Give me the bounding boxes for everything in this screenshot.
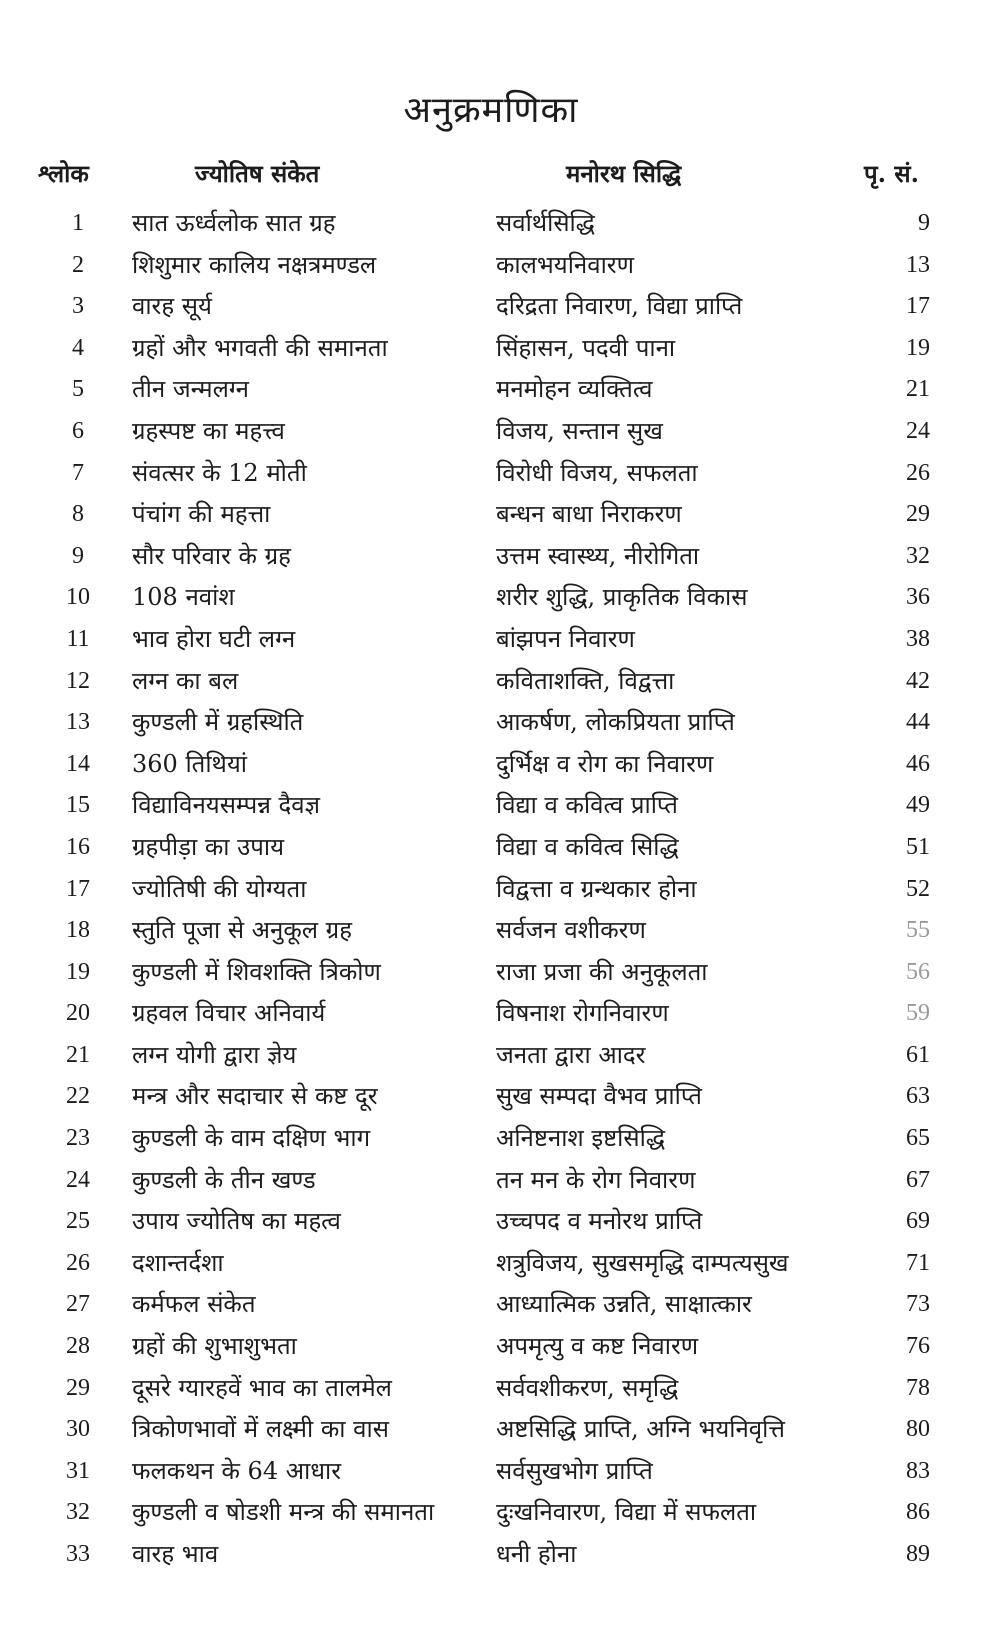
row-manorath-siddhi: आध्यात्मिक उन्नति, साक्षात्कार (496, 1290, 752, 1319)
row-jyotish-sanket: कुण्डली व षोडशी मन्त्र की समानता (132, 1498, 435, 1527)
row-page-number: 32 (906, 542, 930, 569)
row-manorath-siddhi: कालभयनिवारण (496, 250, 634, 279)
row-manorath-siddhi: बांझपन निवारण (496, 624, 635, 653)
row-page-number: 69 (906, 1208, 930, 1235)
row-jyotish-sanket: ज्योतिषी की योग्यता (132, 874, 307, 903)
row-number: 14 (66, 750, 90, 777)
row-number: 33 (66, 1541, 90, 1567)
row-page-number: 44 (906, 709, 930, 736)
row-page-number: 83 (906, 1457, 930, 1484)
row-manorath-siddhi: विद्वत्ता व ग्रन्थकार होना (496, 874, 697, 903)
row-page-number: 65 (906, 1125, 930, 1152)
table-row (0, 869, 982, 911)
row-manorath-siddhi: अनिष्टनाश इष्टसिद्धि (496, 1124, 666, 1153)
table-row (0, 785, 982, 827)
table-row (0, 1118, 982, 1160)
table-row (0, 993, 982, 1035)
row-page-number: 26 (906, 459, 930, 486)
row-jyotish-sanket: कुण्डली में शिवशक्ति त्रिकोण (132, 957, 381, 986)
row-manorath-siddhi: सिंहासन, पदवी पाना (496, 333, 676, 362)
table-row (0, 203, 982, 245)
row-manorath-siddhi: बन्धन बाधा निराकरण (496, 500, 682, 529)
row-manorath-siddhi: विद्या व कवित्व प्राप्ति (496, 791, 678, 820)
row-page-number: 63 (906, 1083, 930, 1110)
table-row (0, 369, 982, 411)
row-page-number: 46 (906, 750, 930, 777)
row-manorath-siddhi: अपमृत्यु व कष्ट निवारण (496, 1332, 699, 1361)
row-page-number: 24 (906, 417, 930, 444)
row-jyotish-sanket: त्रिकोणभावों में लक्ष्मी का वास (132, 1415, 389, 1444)
row-page-number: 21 (906, 376, 930, 403)
row-page-number: 17 (906, 293, 930, 320)
row-manorath-siddhi: दुःखनिवारण, विद्या में सफलता (496, 1498, 757, 1527)
row-page-number: 80 (906, 1416, 930, 1443)
row-number: 16 (66, 833, 90, 860)
table-row (0, 1409, 982, 1451)
row-jyotish-sanket: संवत्सर के 12 मोती (132, 458, 307, 487)
row-page-number: 49 (906, 792, 930, 819)
row-number: 9 (72, 542, 84, 569)
column-header-jyotish: ज्योतिष संकेत (195, 159, 320, 188)
row-jyotish-sanket: दशान्तर्दशा (132, 1248, 224, 1277)
row-jyotish-sanket: ग्रहवल विचार अनिवार्य (132, 999, 326, 1028)
row-number: 27 (66, 1291, 90, 1318)
row-number: 24 (66, 1166, 90, 1193)
row-manorath-siddhi: उच्चपद व मनोरथ प्राप्ति (496, 1207, 703, 1236)
table-row (0, 744, 982, 786)
row-number: 21 (66, 1041, 90, 1068)
row-jyotish-sanket: सात ऊर्ध्वलोक सात ग्रह (132, 209, 336, 237)
row-number: 11 (66, 625, 90, 652)
row-manorath-siddhi: आकर्षण, लोकप्रियता प्राप्ति (496, 708, 735, 737)
row-number: 8 (72, 501, 84, 528)
row-jyotish-sanket: मन्त्र और सदाचार से कष्ट दूर (132, 1082, 378, 1111)
row-page-number: 59 (906, 1000, 930, 1027)
row-jyotish-sanket: 360 तिथियां (132, 749, 248, 778)
row-manorath-siddhi: सर्वजन वशीकरण (496, 916, 646, 945)
row-jyotish-sanket: कर्मफल संकेत (132, 1290, 256, 1319)
row-page-number: 19 (906, 334, 930, 361)
table-row (0, 1201, 982, 1243)
row-page-number: 78 (906, 1374, 930, 1401)
table-header (0, 157, 982, 197)
row-jyotish-sanket: पंचांग की महत्ता (132, 500, 271, 529)
row-number: 13 (66, 709, 90, 736)
row-manorath-siddhi: तन मन के रोग निवारण (496, 1165, 696, 1194)
row-manorath-siddhi: विरोधी विजय, सफलता (496, 458, 698, 487)
row-jyotish-sanket: स्तुति पूजा से अनुकूल ग्रह (132, 916, 352, 945)
row-page-number: 9 (918, 210, 930, 236)
table-row (0, 619, 982, 661)
table-row (0, 453, 982, 495)
table-row (0, 494, 982, 536)
row-manorath-siddhi: सर्ववशीकरण, समृद्धि (496, 1373, 679, 1402)
row-jyotish-sanket: उपाय ज्योतिष का महत्व (132, 1207, 341, 1236)
table-row (0, 1326, 982, 1368)
row-page-number: 73 (906, 1291, 930, 1318)
row-number: 23 (66, 1125, 90, 1152)
row-manorath-siddhi: विजय, सन्तान सुख (496, 416, 663, 445)
row-number: 1 (72, 210, 84, 236)
row-jyotish-sanket: वारह भाव (132, 1540, 219, 1568)
row-page-number: 67 (906, 1166, 930, 1193)
row-number: 10 (66, 584, 90, 611)
row-manorath-siddhi: दुर्भिक्ष व रोग का निवारण (496, 749, 714, 778)
table-row (0, 827, 982, 869)
row-page-number: 13 (906, 251, 930, 278)
table-row (0, 1076, 982, 1118)
row-manorath-siddhi: कविताशक्ति, विद्वत्ता (496, 666, 675, 695)
row-manorath-siddhi: शत्रुविजय, सुखसमृद्धि दाम्पत्यसुख (496, 1248, 789, 1277)
row-number: 32 (66, 1499, 90, 1526)
row-manorath-siddhi: विद्या व कवित्व सिद्धि (496, 832, 679, 861)
row-number: 17 (66, 875, 90, 902)
row-number: 26 (66, 1249, 90, 1276)
row-jyotish-sanket: कुण्डली के तीन खण्ड (132, 1165, 316, 1194)
row-jyotish-sanket: ग्रहों और भगवती की समानता (132, 333, 388, 362)
row-manorath-siddhi: उत्तम स्वास्थ्य, नीरोगिता (496, 541, 700, 570)
row-jyotish-sanket: दूसरे ग्यारहवें भाव का तालमेल (132, 1373, 392, 1402)
row-number: 19 (66, 958, 90, 985)
row-number: 15 (66, 792, 90, 819)
row-jyotish-sanket: ग्रहस्पष्ट का महत्त्व (132, 416, 285, 445)
row-jyotish-sanket: विद्याविनयसम्पन्न दैवज्ञ (132, 791, 320, 820)
row-number: 7 (72, 459, 84, 486)
row-manorath-siddhi: जनता द्वारा आदर (496, 1040, 646, 1069)
row-jyotish-sanket: तीन जन्मलग्न (132, 375, 249, 404)
row-jyotish-sanket: लग्न का बल (132, 666, 239, 695)
table-row (0, 702, 982, 744)
row-number: 25 (66, 1208, 90, 1235)
row-manorath-siddhi: राजा प्रजा की अनुकूलता (496, 957, 708, 986)
row-page-number: 56 (906, 958, 930, 985)
row-manorath-siddhi: सर्वार्थसिद्धि (496, 209, 595, 237)
row-manorath-siddhi: अष्टसिद्धि प्राप्ति, अग्नि भयनिवृत्ति (496, 1415, 785, 1444)
table-row (0, 1035, 982, 1077)
row-page-number: 55 (906, 917, 930, 944)
table-row (0, 1160, 982, 1202)
row-page-number: 51 (906, 833, 930, 860)
toc-rows (0, 203, 982, 1576)
row-page-number: 38 (906, 625, 930, 652)
row-manorath-siddhi: धनी होना (496, 1540, 577, 1568)
row-jyotish-sanket: कुण्डली के वाम दक्षिण भाग (132, 1124, 371, 1153)
table-row (0, 1534, 982, 1576)
row-page-number: 86 (906, 1499, 930, 1526)
row-jyotish-sanket: वारह सूर्य (132, 292, 212, 321)
page-title: अनुक्रमणिका (403, 90, 579, 131)
row-manorath-siddhi: सर्वसुखभोग प्राप्ति (496, 1456, 653, 1485)
row-manorath-siddhi: मनमोहन व्यक्तित्व (496, 375, 653, 404)
table-row (0, 952, 982, 994)
table-row (0, 1492, 982, 1534)
row-number: 30 (66, 1416, 90, 1443)
row-jyotish-sanket: ग्रहपीड़ा का उपाय (132, 832, 285, 861)
row-number: 22 (66, 1083, 90, 1110)
table-row (0, 411, 982, 453)
table-row (0, 661, 982, 703)
row-jyotish-sanket: लग्न योगी द्वारा ज्ञेय (132, 1040, 297, 1069)
row-number: 3 (72, 293, 84, 320)
row-number: 6 (72, 417, 84, 444)
row-page-number: 89 (906, 1541, 930, 1567)
row-number: 18 (66, 917, 90, 944)
table-row (0, 1451, 982, 1493)
row-page-number: 71 (906, 1249, 930, 1276)
table-row (0, 328, 982, 370)
table-row (0, 910, 982, 952)
row-page-number: 29 (906, 501, 930, 528)
table-row (0, 577, 982, 619)
row-jyotish-sanket: फलकथन के 64 आधार (132, 1456, 342, 1485)
row-number: 20 (66, 1000, 90, 1027)
row-jyotish-sanket: भाव होरा घटी लग्न (132, 624, 296, 653)
row-number: 2 (72, 251, 84, 278)
row-jyotish-sanket: शिशुमार कालिय नक्षत्रमण्डल (132, 250, 377, 279)
table-row (0, 286, 982, 328)
row-number: 29 (66, 1374, 90, 1401)
row-page-number: 42 (906, 667, 930, 694)
row-page-number: 76 (906, 1333, 930, 1360)
row-jyotish-sanket: ग्रहों की शुभाशुभता (132, 1332, 297, 1361)
table-row (0, 1368, 982, 1410)
row-number: 31 (66, 1457, 90, 1484)
column-header-shloka: श्लोक (38, 159, 89, 188)
row-manorath-siddhi: दरिद्रता निवारण, विद्या प्राप्ति (496, 292, 743, 321)
row-number: 4 (72, 334, 84, 361)
row-manorath-siddhi: सुख सम्पदा वैभव प्राप्ति (496, 1082, 702, 1111)
row-jyotish-sanket: कुण्डली में ग्रहस्थिति (132, 708, 304, 737)
row-jyotish-sanket: सौर परिवार के ग्रह (132, 541, 291, 570)
table-row (0, 536, 982, 578)
row-number: 12 (66, 667, 90, 694)
column-header-manorath: मनोरथ सिद्धि (566, 159, 682, 188)
row-page-number: 61 (906, 1041, 930, 1068)
row-jyotish-sanket: 108 नवांश (132, 583, 235, 612)
row-number: 28 (66, 1333, 90, 1360)
table-row (0, 1284, 982, 1326)
table-row (0, 245, 982, 287)
column-header-page: पृ. सं. (864, 159, 919, 188)
row-number: 5 (72, 376, 84, 403)
table-row (0, 1243, 982, 1285)
row-manorath-siddhi: विषनाश रोगनिवारण (496, 999, 669, 1028)
row-page-number: 52 (906, 875, 930, 902)
row-page-number: 36 (906, 584, 930, 611)
row-manorath-siddhi: शरीर शुद्धि, प्राकृतिक विकास (496, 583, 748, 612)
